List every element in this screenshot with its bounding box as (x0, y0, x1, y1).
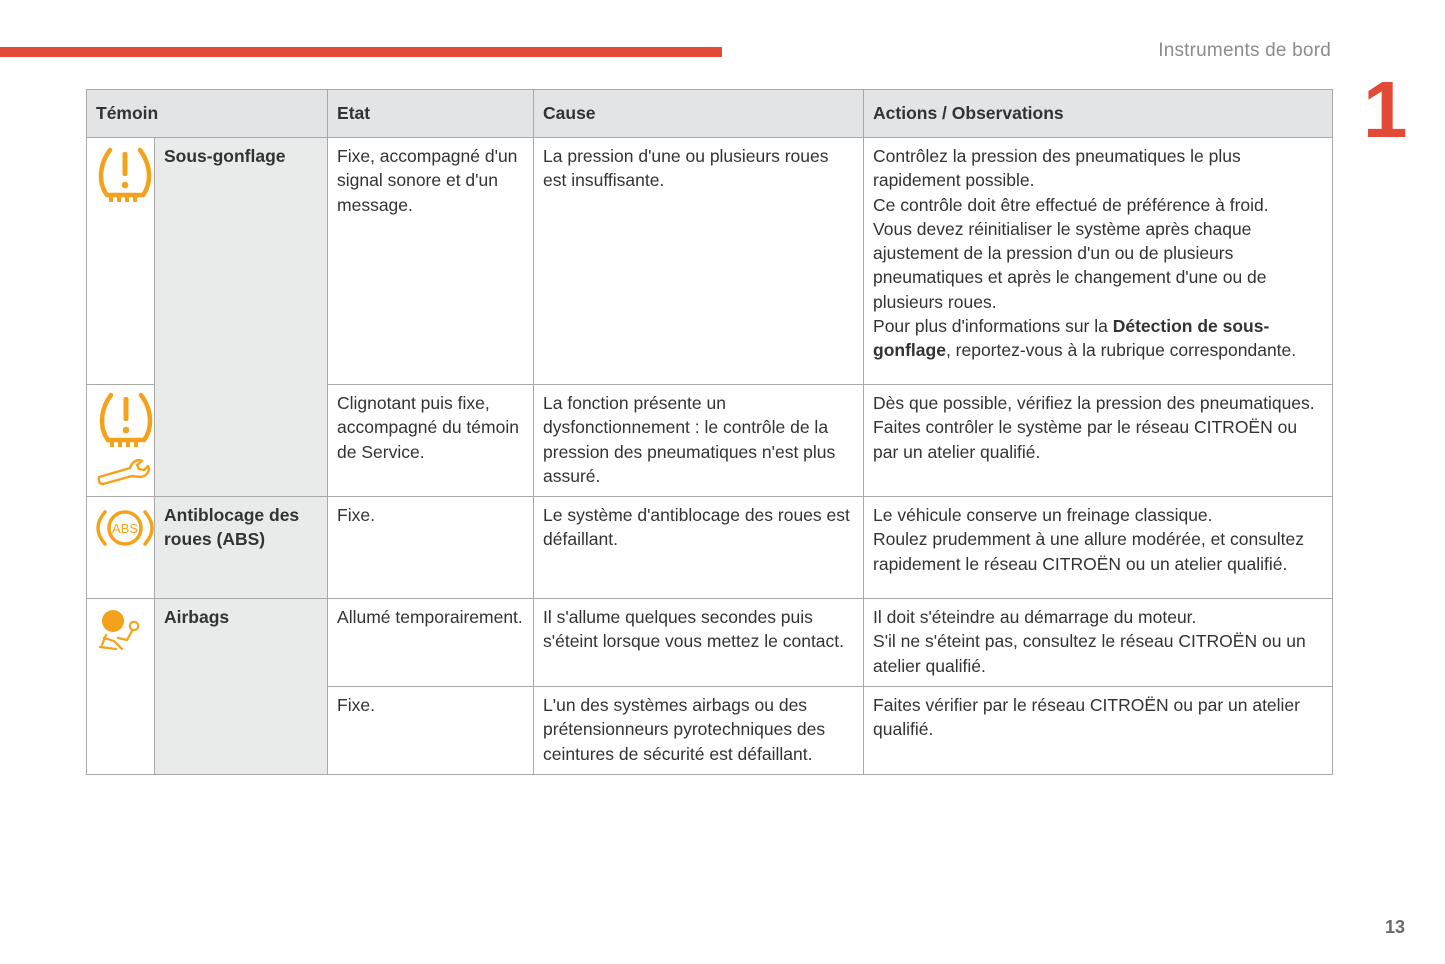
actions-cell (864, 497, 1333, 599)
table-row (87, 599, 1333, 687)
wrench-icon (99, 460, 149, 484)
table-row (87, 138, 1333, 385)
actions-cell (864, 138, 1333, 385)
cause-cell: L'un des systèmes airbags ou des prétensionneurs pyrotechniques des ceintures de sécurité est défaillant. (534, 687, 864, 775)
etat-cell: Fixe. (328, 497, 534, 599)
column-header-cause: Cause (534, 90, 864, 138)
header-accent-bar (0, 47, 722, 57)
etat-cell: Fixe, accompagné d'un signal sonore et d'un message. (328, 138, 534, 385)
section-title: Instruments de bord (1158, 40, 1331, 61)
cause-cell: Il s'allume quelques secondes puis s'éteint lorsque vous mettez le contact. (534, 599, 864, 687)
actions-line: Contrôlez la pression des pneumatiques le plus rapidement possible. (873, 146, 1241, 191)
actions-cell (864, 385, 1333, 497)
actions-line: Faites vérifier par le réseau CITROËN ou par un atelier qualifié. (873, 695, 1300, 740)
abs-icon (96, 503, 154, 553)
icon-cell (87, 497, 155, 599)
actions-line: Faites contrôler le système par le réseau CITROËN ou par un atelier qualifié. (873, 417, 1298, 462)
actions-line: Ce contrôle doit être effectué de préférence à froid. (873, 194, 1269, 215)
table-row (87, 497, 1333, 599)
cause-cell: La pression d'une ou plusieurs roues est insuffisante. (534, 138, 864, 385)
icon-cell (87, 385, 155, 497)
actions-line: Il doit s'éteindre au démarrage du moteur. (873, 607, 1197, 628)
column-header-temoin: Témoin (87, 90, 328, 138)
airbag-icon (96, 605, 146, 653)
cause-cell: La fonction présente un dysfonctionnement : le contrôle de la pression des pneumatiques n'est plus assuré. (534, 385, 864, 497)
chapter-number: 1 (1363, 65, 1408, 154)
page-number: 13 (1384, 917, 1405, 937)
etat-cell: Clignotant puis fixe, accompagné du témoin de Service. (328, 385, 534, 497)
cause-cell: Le système d'antiblocage des roues est défaillant. (534, 497, 864, 599)
etat-cell: Allumé temporairement. (328, 599, 534, 687)
actions-line: Roulez prudemment à une allure modérée, et consultez rapidement le réseau CITROËN ou un atelier qualifié. (873, 529, 1304, 574)
table-header-row (87, 90, 1333, 138)
svg-text:ABS: ABS (111, 521, 139, 537)
column-header-etat: Etat (328, 90, 534, 138)
actions-line: Dès que possible, vérifiez la pression des pneumatiques. (873, 393, 1315, 413)
icon-cell (87, 138, 155, 385)
actions-cell (864, 599, 1333, 687)
icon-cell (87, 599, 155, 775)
actions-line: S'il ne s'éteint pas, consultez le réseau CITROËN ou un atelier qualifié. (873, 631, 1306, 676)
tyre-pressure-service-icon (96, 391, 156, 487)
warning-name-cell: Sous-gonflage (155, 138, 328, 497)
actions-line: Le véhicule conserve un freinage classique. (873, 505, 1213, 526)
etat-cell: Fixe. (328, 687, 534, 775)
warning-name-cell: Antiblocage des roues (ABS) (155, 497, 328, 599)
actions-line: Pour plus d'informations sur la Détection de sous-gonflage, reportez-vous à la rubrique correspondante. (873, 316, 1297, 361)
warning-name-cell: Airbags (155, 599, 328, 775)
actions-line: Vous devez réinitialiser le système après chaque ajustement de la pression d'un ou de plusieurs pneumatiques et après le changement d'une ou de plusieurs roues. (873, 218, 1267, 312)
cross-reference: Détection de sous-gonflage (873, 316, 1270, 361)
tyre-pressure-warning-icon (96, 144, 154, 206)
warning-lights-table (86, 89, 1333, 775)
actions-cell (864, 687, 1333, 775)
column-header-actions: Actions / Observations (864, 90, 1333, 138)
